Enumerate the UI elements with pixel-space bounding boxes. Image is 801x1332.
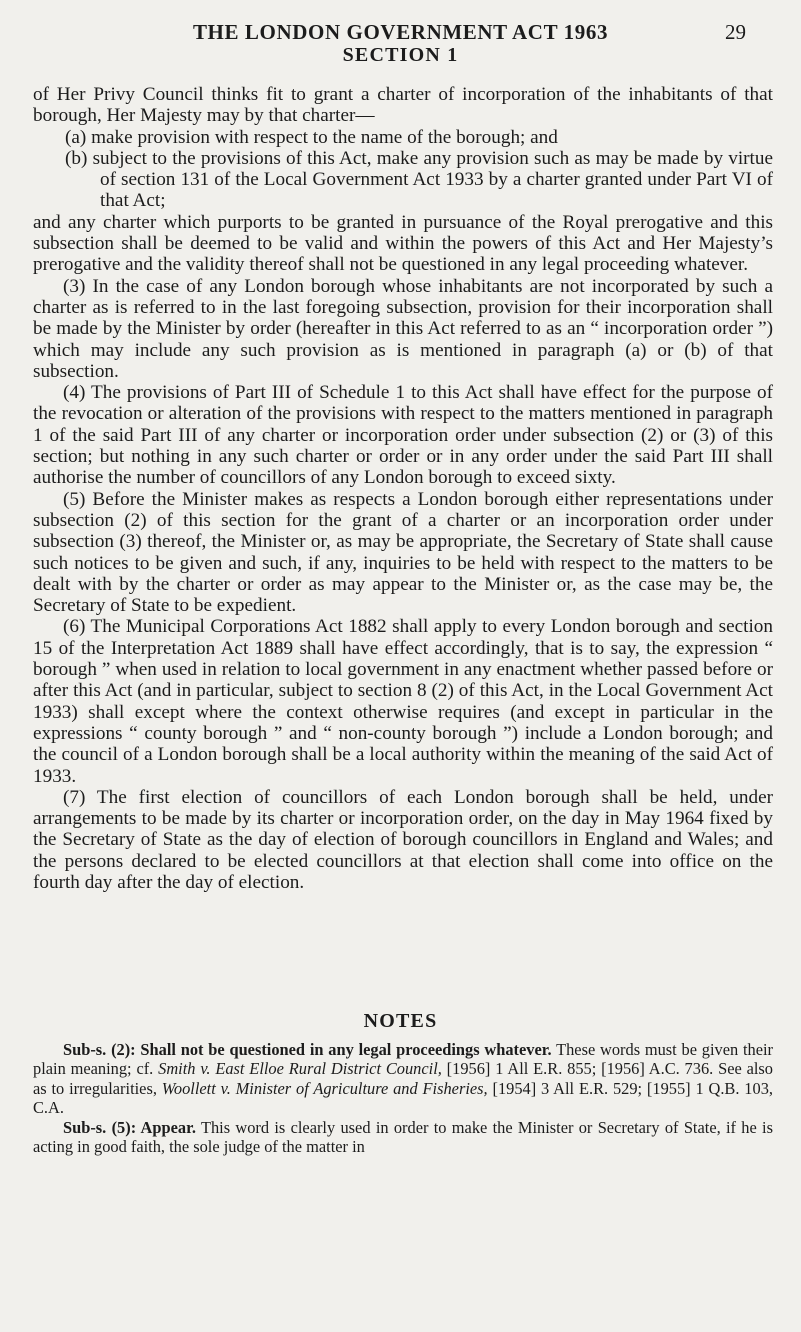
running-head bbox=[0, 20, 801, 68]
list-item-b: (b) subject to the provisions of this Act, make any provision such as may be made by virtue of section 131 of the Local Government Act 1933 by a charter granted under Part VI of that Act; bbox=[65, 147, 773, 212]
case-citation: Woollett v. Minister of Agriculture and Fisheries, bbox=[161, 1078, 488, 1098]
subsection-5: (5) Before the Minister makes as respects a London borough either representations under subsection (2) of this section for the grant of a charter or an incorporation order under subsection (3) thereof, the Minister or, as may be appropriate, the Secretary of State shall cause such notices to be given and such, if any, inquiries to be held with respect to the matters to be dealt with by the charter or order as may appear to the Minister or, as the case may be, the Secretary of State to be expedient. bbox=[33, 488, 773, 617]
subsection-6: (6) The Municipal Corporations Act 1882 shall apply to every London borough and section 15 of the Interpretation Act 1889 shall have effect accordingly, that is to say, the expression “ borough ” when used in relation to local government in any enactment whether passed before or after this Act (and in particular, subject to section 8 (2) of this Act, in the Local Government Act 1933) shall except where the context otherwise requires (and except in particular in the expressions “ county borough ” and “ non-county borough ”) include a London borough; and the council of a London borough shall be a local authority within the meaning of the said Act of 1933. bbox=[33, 616, 773, 787]
note-text: [1956] 1 All E.R. 855; [1956] A.C. 736. See also as to irregularities, bbox=[33, 1059, 774, 1098]
section-label: SECTION 1 bbox=[342, 44, 459, 66]
note-text: These words must be given their plain meaning; cf. bbox=[33, 1040, 773, 1079]
note-lead: Sub-s. (2): Shall not be questioned in any legal proceedings whatever. bbox=[63, 1040, 552, 1059]
notes-section bbox=[33, 1040, 773, 1156]
note-text: [1954] 3 All E.R. 529; [1955] 1 Q.B. 103, C.A. bbox=[33, 1078, 773, 1118]
note-subsection-5 bbox=[33, 1118, 773, 1157]
note-text: This word is clearly used in order to make the Minister or Secretary of State, if he is acting in good faith, the sole judge of the matter in bbox=[33, 1117, 773, 1157]
subsection-4: (4) The provisions of Part III of Schedule 1 to this Act shall have effect for the purpose of the revocation or alteration of the provisions with respect to the matters mentioned in paragraph 1 of the said Part III of any charter or incorporation order under subsection (2) or (3) of this section; but nothing in any such charter or order or in any order under the said Part III shall authorise the number of councillors of any London borough to exceed sixty. bbox=[33, 382, 773, 489]
notes-heading: NOTES bbox=[363, 1010, 438, 1032]
note-subsection-2 bbox=[33, 1040, 773, 1118]
opening-paragraph: of Her Privy Council thinks fit to grant a charter of incorporation of the inhabitants of that borough, Her Majesty may by that charter— bbox=[33, 84, 773, 127]
act-title: THE LONDON GOVERNMENT ACT 1963 bbox=[192, 20, 609, 44]
statute-body bbox=[33, 84, 773, 893]
subsection-3: (3) In the case of any London borough whose inhabitants are not incorporated by such a charter as is referred to in the last foregoing subsection, provision for their incorporation shall be made by the Minister by order (hereafter in this Act referred to as an “ incorporation order ”) which may include any such provision as is mentioned in paragraph (a) or (b) of that subsection. bbox=[33, 275, 773, 382]
list-item-a: (a) make provision with respect to the name of the borough; and bbox=[65, 126, 558, 148]
note-lead: Sub-s. (5): Appear. bbox=[63, 1117, 196, 1137]
subsection-7: (7) The first election of councillors of each London borough shall be held, under arrangements to be made by its charter or incorporation order, on the day in May 1964 fixed by the Secretary of State as the day of election of borough councillors in England and Wales; and the persons declared to be elected councillors at that election shall come into office on the fourth day after the day of election. bbox=[33, 786, 773, 893]
page-number: 29 bbox=[725, 20, 746, 44]
continuation-paragraph: and any charter which purports to be granted in pursuance of the Royal prerogative and this subsection shall be deemed to be valid and within the powers of this Act and Her Majesty’s prerogative and the validity thereof shall not be questioned in any legal proceeding whatever. bbox=[33, 211, 773, 276]
case-citation: Smith v. East Elloe Rural District Council, bbox=[158, 1059, 442, 1079]
